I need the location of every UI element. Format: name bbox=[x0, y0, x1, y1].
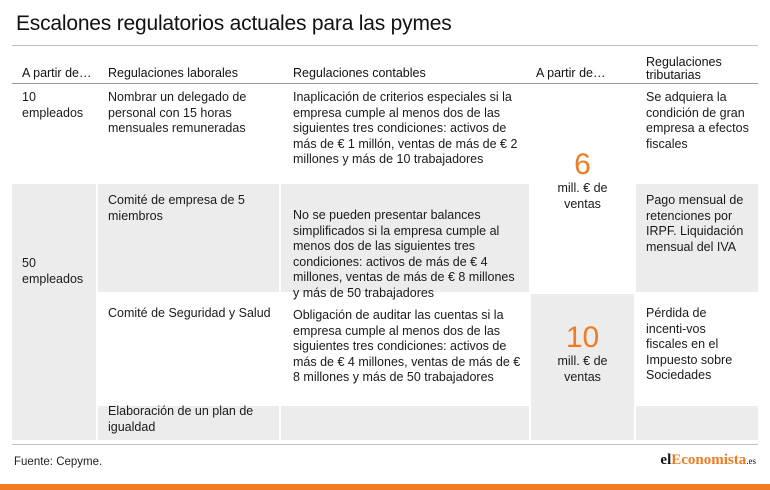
logo-prefix: el bbox=[660, 452, 672, 468]
sales-threshold-6-unit: mill. € de ventas bbox=[557, 181, 608, 211]
labor-r4: Elaboración de un plan de igualdad bbox=[108, 404, 254, 434]
sales-threshold-10-number: 10 bbox=[565, 321, 600, 354]
header-a-partir-employees: A partir de… bbox=[22, 66, 92, 80]
footer-divider bbox=[12, 444, 758, 445]
labor-r3: Comité de Seguridad y Salud bbox=[108, 306, 271, 320]
publisher-logo bbox=[660, 452, 756, 469]
accounting-r1: Inaplicación de criterios especiales si la empresa cumple al menos dos de las siguientes tres condiciones: activos de más de € 1 millón, ventas de más de € 2 millones y más de 10 trabajadores bbox=[293, 90, 518, 167]
shade-accounting-r4 bbox=[281, 406, 529, 440]
source-note: Fuente: Cepyme. bbox=[14, 456, 103, 468]
header-a-partir-sales: A partir de… bbox=[536, 66, 606, 80]
accent-bar bbox=[0, 484, 770, 490]
threshold-50-employees: 50 empleados bbox=[22, 256, 84, 286]
tax-r2: Pago mensual de retenciones por IRPF. Liquidación mensual del IVA bbox=[646, 193, 744, 254]
header-accounting-regulations: Regulaciones contables bbox=[293, 66, 426, 80]
header-labor-regulations: Regulaciones laborales bbox=[108, 66, 238, 80]
header-tax-regulations: Regulaciones tributarias bbox=[646, 55, 722, 82]
accounting-r2: No se pueden presentar balances simplificados si la empresa cumple al menos dos de las siguientes tres condiciones: activos de más de € 4 millones, ventas de más de € 8 millones y más de 50 trabajadores bbox=[293, 208, 515, 300]
threshold-10-employees: 10 empleados bbox=[22, 90, 84, 120]
logo-accent: Economista bbox=[671, 452, 747, 468]
header-divider bbox=[12, 83, 758, 84]
page-title: Escalones regulatorios actuales para las pymes bbox=[16, 12, 452, 35]
logo-suffix: .es bbox=[746, 456, 756, 466]
labor-r1: Nombrar un delegado de personal con 15 horas mensuales remuneradas bbox=[108, 90, 247, 136]
sales-threshold-10-unit: mill. € de ventas bbox=[557, 354, 608, 384]
accounting-r3: Obligación de auditar las cuentas si la empresa cumple al menos dos de las siguientes tres condiciones: activos de más de € 4 millones, ventas de más de € 8 millones y más de 50 trabajadores bbox=[293, 308, 521, 385]
shade-tax-r4 bbox=[636, 406, 758, 440]
tax-r3: Pérdida de incenti-vos fiscales en el Impuesto sobre Sociedades bbox=[646, 306, 733, 383]
title-divider bbox=[12, 45, 758, 46]
tax-r1: Se adquiera la condición de gran empresa a efectos fiscales bbox=[646, 90, 749, 151]
labor-r2: Comité de empresa de 5 miembros bbox=[108, 193, 245, 223]
shade-50-employees bbox=[12, 184, 96, 440]
sales-threshold-6-number: 6 bbox=[574, 148, 591, 181]
